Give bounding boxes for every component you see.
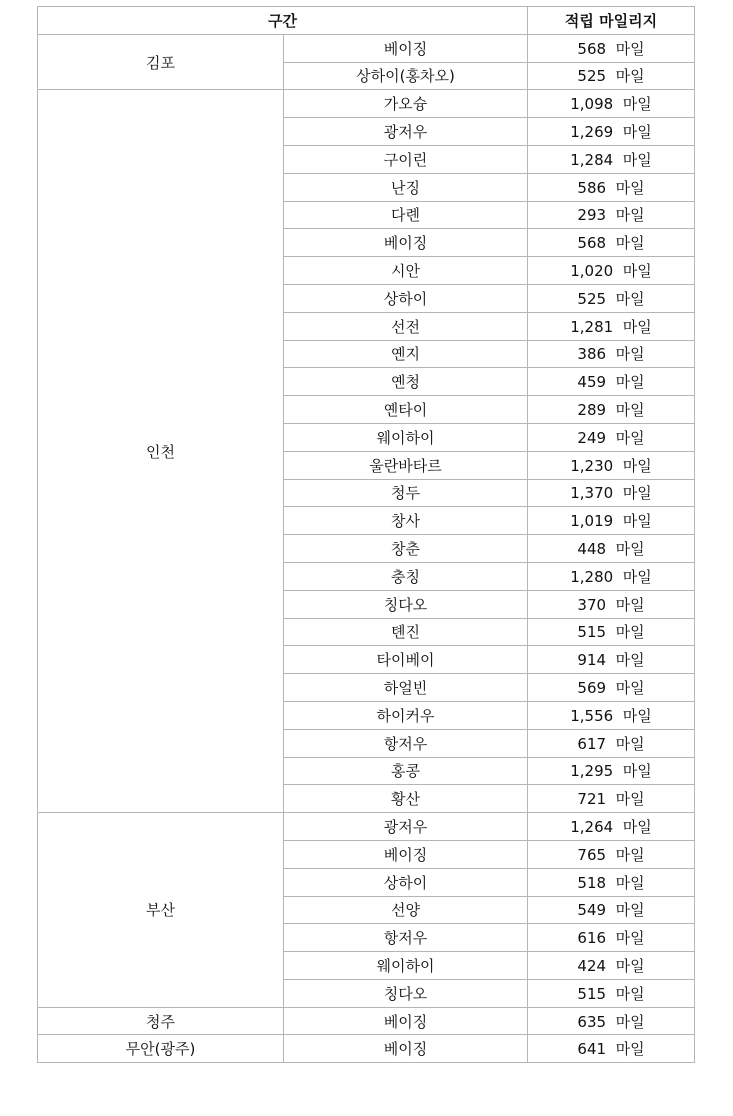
mileage-cell	[528, 785, 695, 813]
mileage-cell	[528, 813, 695, 841]
mileage-unit: 마일	[615, 984, 645, 1003]
mileage-unit: 마일	[615, 428, 645, 447]
destination-cell: 충칭	[284, 562, 528, 590]
mileage-value: 1,280	[570, 567, 614, 586]
mileage-cell	[528, 34, 695, 62]
mileage-value: 525	[577, 289, 607, 308]
mileage-value: 525	[577, 67, 607, 86]
destination-cell: 웨이하이	[284, 423, 528, 451]
mileage-value: 1,295	[570, 762, 614, 781]
destination-cell: 창사	[284, 507, 528, 535]
mileage-unit: 마일	[615, 651, 645, 670]
mileage-unit: 마일	[615, 540, 645, 559]
destination-cell: 상하이	[284, 868, 528, 896]
destination-cell: 칭다오	[284, 979, 528, 1007]
mileage-cell	[528, 229, 695, 257]
mileage-value: 721	[577, 790, 607, 809]
mileage-value: 1,370	[570, 484, 614, 503]
mileage-value: 515	[577, 623, 607, 642]
destination-cell: 베이징	[284, 34, 528, 62]
mileage-cell	[528, 423, 695, 451]
mileage-unit: 마일	[622, 262, 652, 281]
mileage-unit: 마일	[622, 95, 652, 114]
destination-cell: 옌타이	[284, 396, 528, 424]
mileage-value: 1,281	[570, 317, 614, 336]
mileage-unit: 마일	[615, 929, 645, 948]
destination-cell: 옌지	[284, 340, 528, 368]
destination-cell: 구이린	[284, 145, 528, 173]
mileage-unit: 마일	[615, 1012, 645, 1031]
mileage-unit: 마일	[622, 123, 652, 142]
mileage-cell	[528, 173, 695, 201]
mileage-cell	[528, 479, 695, 507]
mileage-cell	[528, 646, 695, 674]
mileage-cell	[528, 201, 695, 229]
mileage-unit: 마일	[615, 679, 645, 698]
mileage-cell	[528, 368, 695, 396]
destination-cell: 하얼빈	[284, 674, 528, 702]
mileage-unit: 마일	[622, 818, 652, 836]
origin-cell: 부산	[38, 813, 284, 1008]
destination-cell: 울란바타르	[284, 451, 528, 479]
mileage-value: 914	[577, 651, 607, 670]
mileage-unit: 마일	[622, 762, 652, 781]
mileage-value: 569	[577, 679, 607, 698]
mileage-cell	[528, 257, 695, 285]
table-body	[38, 34, 695, 1062]
mileage-cell	[528, 868, 695, 896]
destination-cell: 황산	[284, 785, 528, 813]
destination-cell: 선전	[284, 312, 528, 340]
mileage-unit: 마일	[615, 1040, 645, 1059]
mileage-table	[37, 6, 695, 1063]
origin-cell: 무안(광주)	[38, 1035, 284, 1063]
mileage-unit: 마일	[622, 567, 652, 586]
origin-cell: 청주	[38, 1007, 284, 1035]
mileage-value: 1,098	[570, 95, 614, 114]
mileage-value: 635	[577, 1012, 607, 1031]
mileage-value: 549	[577, 901, 607, 920]
mileage-cell	[528, 590, 695, 618]
mileage-cell	[528, 1007, 695, 1035]
origin-cell: 김포	[38, 34, 284, 90]
mileage-cell	[528, 952, 695, 980]
mileage-cell	[528, 729, 695, 757]
table-row	[38, 90, 695, 118]
mileage-value: 568	[577, 234, 607, 253]
mileage-cell	[528, 312, 695, 340]
destination-cell: 옌청	[284, 368, 528, 396]
header-section: 구간	[38, 7, 528, 35]
mileage-value: 617	[577, 734, 607, 753]
destination-cell: 칭다오	[284, 590, 528, 618]
mileage-unit: 마일	[615, 790, 645, 809]
mileage-unit: 마일	[615, 39, 645, 58]
mileage-value: 1,264	[570, 818, 614, 836]
mileage-unit: 마일	[615, 734, 645, 753]
mileage-value: 289	[577, 401, 607, 420]
mileage-value: 293	[577, 206, 607, 225]
destination-cell: 웨이하이	[284, 952, 528, 980]
mileage-cell	[528, 396, 695, 424]
mileage-cell	[528, 701, 695, 729]
destination-cell: 다롄	[284, 201, 528, 229]
table-row	[38, 1035, 695, 1063]
destination-cell: 시안	[284, 257, 528, 285]
mileage-value: 370	[577, 595, 607, 614]
mileage-value: 1,556	[570, 706, 614, 725]
mileage-cell	[528, 62, 695, 90]
destination-cell: 광저우	[284, 813, 528, 841]
table-row	[38, 813, 695, 841]
mileage-value: 765	[577, 845, 607, 864]
mileage-cell	[528, 284, 695, 312]
destination-cell: 홍콩	[284, 757, 528, 785]
destination-cell: 하이커우	[284, 701, 528, 729]
mileage-unit: 마일	[615, 901, 645, 920]
destination-cell: 베이징	[284, 1035, 528, 1063]
mileage-value: 586	[577, 178, 607, 197]
destination-cell: 상하이(홍차오)	[284, 62, 528, 90]
mileage-cell	[528, 562, 695, 590]
mileage-unit: 마일	[615, 956, 645, 975]
mileage-value: 448	[577, 540, 607, 559]
mileage-value: 515	[577, 984, 607, 1003]
mileage-unit: 마일	[615, 178, 645, 197]
mileage-cell	[528, 757, 695, 785]
mileage-unit: 마일	[622, 150, 652, 169]
mileage-cell	[528, 451, 695, 479]
mileage-cell	[528, 507, 695, 535]
destination-cell: 베이징	[284, 840, 528, 868]
mileage-unit: 마일	[615, 289, 645, 308]
mileage-value: 1,284	[570, 150, 614, 169]
mileage-unit: 마일	[615, 845, 645, 864]
mileage-cell	[528, 618, 695, 646]
destination-cell: 톈진	[284, 618, 528, 646]
header-mileage: 적립 마일리지	[528, 7, 695, 35]
destination-cell: 항저우	[284, 924, 528, 952]
mileage-unit: 마일	[615, 373, 645, 392]
mileage-value: 641	[577, 1040, 607, 1059]
mileage-cell	[528, 1035, 695, 1063]
destination-cell: 선양	[284, 896, 528, 924]
mileage-cell	[528, 979, 695, 1007]
destination-cell: 창춘	[284, 535, 528, 563]
destination-cell: 항저우	[284, 729, 528, 757]
mileage-unit: 마일	[622, 706, 652, 725]
mileage-cell	[528, 145, 695, 173]
mileage-cell	[528, 90, 695, 118]
mileage-cell	[528, 118, 695, 146]
mileage-value: 1,020	[570, 262, 614, 281]
mileage-value: 1,269	[570, 123, 614, 142]
table-row	[38, 34, 695, 62]
mileage-value: 386	[577, 345, 607, 364]
destination-cell: 청두	[284, 479, 528, 507]
mileage-cell	[528, 840, 695, 868]
destination-cell: 상하이	[284, 284, 528, 312]
mileage-unit: 마일	[622, 512, 652, 531]
table-row	[38, 1007, 695, 1035]
mileage-value: 1,230	[570, 456, 614, 475]
destination-cell: 광저우	[284, 118, 528, 146]
mileage-value: 459	[577, 373, 607, 392]
mileage-cell	[528, 340, 695, 368]
mileage-unit: 마일	[615, 345, 645, 364]
mileage-unit: 마일	[622, 456, 652, 475]
mileage-cell	[528, 896, 695, 924]
mileage-unit: 마일	[615, 206, 645, 225]
mileage-unit: 마일	[615, 234, 645, 253]
mileage-value: 616	[577, 929, 607, 948]
mileage-value: 1,019	[570, 512, 614, 531]
mileage-unit: 마일	[622, 317, 652, 336]
mileage-unit: 마일	[615, 595, 645, 614]
mileage-value: 249	[577, 428, 607, 447]
mileage-cell	[528, 924, 695, 952]
origin-cell: 인천	[38, 90, 284, 813]
mileage-value: 568	[577, 39, 607, 58]
mileage-unit: 마일	[615, 67, 645, 86]
mileage-unit: 마일	[615, 401, 645, 420]
destination-cell: 베이징	[284, 1007, 528, 1035]
mileage-value: 518	[577, 873, 607, 892]
mileage-unit: 마일	[622, 484, 652, 503]
mileage-unit: 마일	[615, 873, 645, 892]
destination-cell: 베이징	[284, 229, 528, 257]
mileage-unit: 마일	[615, 623, 645, 642]
destination-cell: 가오슝	[284, 90, 528, 118]
header-row	[38, 7, 695, 35]
destination-cell: 타이베이	[284, 646, 528, 674]
mileage-cell	[528, 535, 695, 563]
mileage-cell	[528, 674, 695, 702]
mileage-value: 424	[577, 956, 607, 975]
destination-cell: 난징	[284, 173, 528, 201]
